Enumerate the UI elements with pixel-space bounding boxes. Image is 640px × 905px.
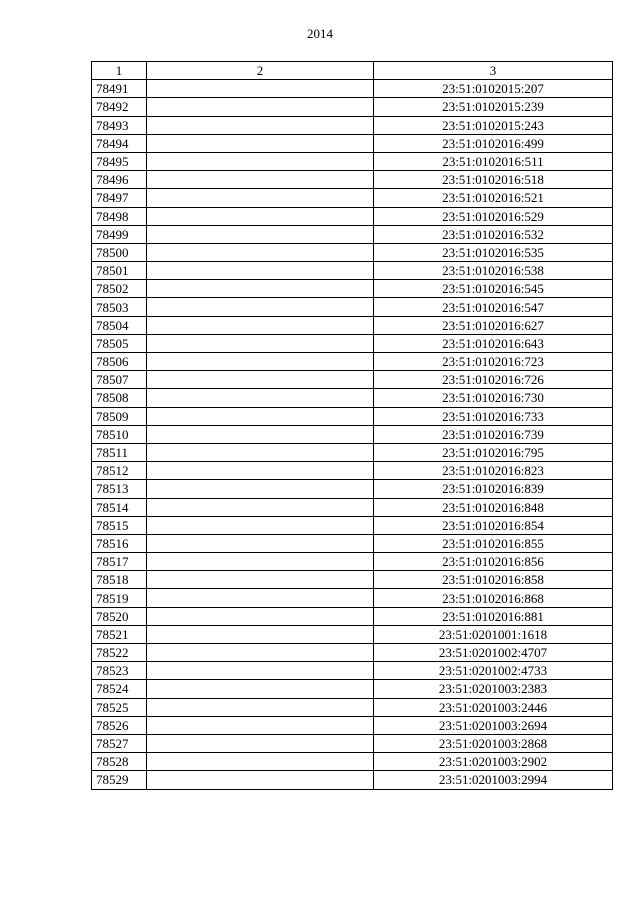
- row-number-cell: 78525: [92, 698, 147, 716]
- table-row: [92, 389, 613, 407]
- row-cadastral-number-cell: 23:51:0201002:4733: [374, 662, 613, 680]
- table-row: [92, 425, 613, 443]
- registry-table: [91, 61, 613, 790]
- row-number-cell: 78500: [92, 243, 147, 261]
- row-number-cell: 78505: [92, 334, 147, 352]
- row-name-cell: [147, 298, 374, 316]
- row-name-cell: [147, 189, 374, 207]
- row-cadastral-number-cell: 23:51:0102016:545: [374, 280, 613, 298]
- row-number-cell: 78503: [92, 298, 147, 316]
- row-name-cell: [147, 753, 374, 771]
- row-name-cell: [147, 644, 374, 662]
- row-cadastral-number-cell: 23:51:0102016:839: [374, 480, 613, 498]
- row-number-cell: 78491: [92, 80, 147, 98]
- row-name-cell: [147, 680, 374, 698]
- table-row: [92, 152, 613, 170]
- row-cadastral-number-cell: 23:51:0102015:207: [374, 80, 613, 98]
- table-row: [92, 262, 613, 280]
- table-row: [92, 698, 613, 716]
- table-row: [92, 516, 613, 534]
- table-row: [92, 571, 613, 589]
- row-name-cell: [147, 516, 374, 534]
- row-cadastral-number-cell: 23:51:0102016:858: [374, 571, 613, 589]
- row-number-cell: 78514: [92, 498, 147, 516]
- row-cadastral-number-cell: 23:51:0102016:733: [374, 407, 613, 425]
- row-number-cell: 78499: [92, 225, 147, 243]
- row-name-cell: [147, 207, 374, 225]
- table-row: [92, 589, 613, 607]
- table-row: [92, 443, 613, 461]
- row-number-cell: 78492: [92, 98, 147, 116]
- row-name-cell: [147, 371, 374, 389]
- row-number-cell: 78495: [92, 152, 147, 170]
- row-cadastral-number-cell: 23:51:0102016:881: [374, 607, 613, 625]
- row-cadastral-number-cell: 23:51:0102016:532: [374, 225, 613, 243]
- row-number-cell: 78527: [92, 734, 147, 752]
- row-name-cell: [147, 462, 374, 480]
- row-name-cell: [147, 225, 374, 243]
- row-name-cell: [147, 280, 374, 298]
- row-cadastral-number-cell: 23:51:0102016:868: [374, 589, 613, 607]
- row-number-cell: 78521: [92, 625, 147, 643]
- table-row: [92, 553, 613, 571]
- row-number-cell: 78528: [92, 753, 147, 771]
- row-cadastral-number-cell: 23:51:0102016:538: [374, 262, 613, 280]
- row-name-cell: [147, 389, 374, 407]
- table-row: [92, 662, 613, 680]
- header-col-2: 2: [147, 62, 374, 80]
- row-number-cell: 78529: [92, 771, 147, 789]
- table-row: [92, 189, 613, 207]
- row-cadastral-number-cell: 23:51:0102016:856: [374, 553, 613, 571]
- row-cadastral-number-cell: 23:51:0102016:643: [374, 334, 613, 352]
- row-cadastral-number-cell: 23:51:0201003:2902: [374, 753, 613, 771]
- table-row: [92, 462, 613, 480]
- row-name-cell: [147, 98, 374, 116]
- row-cadastral-number-cell: 23:51:0201003:2994: [374, 771, 613, 789]
- table-row: [92, 353, 613, 371]
- row-name-cell: [147, 607, 374, 625]
- row-name-cell: [147, 443, 374, 461]
- row-number-cell: 78522: [92, 644, 147, 662]
- header-col-3: 3: [374, 62, 613, 80]
- row-name-cell: [147, 734, 374, 752]
- row-name-cell: [147, 534, 374, 552]
- row-cadastral-number-cell: 23:51:0102016:823: [374, 462, 613, 480]
- row-cadastral-number-cell: 23:51:0102016:521: [374, 189, 613, 207]
- table-row: [92, 625, 613, 643]
- row-name-cell: [147, 625, 374, 643]
- table-row: [92, 680, 613, 698]
- row-number-cell: 78518: [92, 571, 147, 589]
- row-number-cell: 78526: [92, 716, 147, 734]
- row-number-cell: 78513: [92, 480, 147, 498]
- table-row: [92, 98, 613, 116]
- row-number-cell: 78524: [92, 680, 147, 698]
- row-number-cell: 78515: [92, 516, 147, 534]
- row-number-cell: 78507: [92, 371, 147, 389]
- row-cadastral-number-cell: 23:51:0102016:795: [374, 443, 613, 461]
- row-cadastral-number-cell: 23:51:0102016:855: [374, 534, 613, 552]
- row-name-cell: [147, 116, 374, 134]
- row-name-cell: [147, 553, 374, 571]
- row-cadastral-number-cell: 23:51:0201003:2694: [374, 716, 613, 734]
- row-name-cell: [147, 662, 374, 680]
- row-cadastral-number-cell: 23:51:0102016:854: [374, 516, 613, 534]
- table-row: [92, 607, 613, 625]
- row-number-cell: 78502: [92, 280, 147, 298]
- row-cadastral-number-cell: 23:51:0102016:627: [374, 316, 613, 334]
- row-number-cell: 78493: [92, 116, 147, 134]
- row-number-cell: 78523: [92, 662, 147, 680]
- table-row: [92, 498, 613, 516]
- table-row: [92, 644, 613, 662]
- row-number-cell: 78497: [92, 189, 147, 207]
- table-row: [92, 116, 613, 134]
- row-number-cell: 78512: [92, 462, 147, 480]
- header-col-1: 1: [92, 62, 147, 80]
- row-cadastral-number-cell: 23:51:0102016:511: [374, 152, 613, 170]
- table-row: [92, 80, 613, 98]
- table-row: [92, 534, 613, 552]
- row-number-cell: 78517: [92, 553, 147, 571]
- table-row: [92, 480, 613, 498]
- row-number-cell: 78519: [92, 589, 147, 607]
- row-name-cell: [147, 243, 374, 261]
- table-row: [92, 243, 613, 261]
- row-name-cell: [147, 334, 374, 352]
- row-name-cell: [147, 262, 374, 280]
- row-name-cell: [147, 771, 374, 789]
- row-cadastral-number-cell: 23:51:0102015:239: [374, 98, 613, 116]
- row-number-cell: 78509: [92, 407, 147, 425]
- row-cadastral-number-cell: 23:51:0102016:547: [374, 298, 613, 316]
- row-cadastral-number-cell: 23:51:0201003:2383: [374, 680, 613, 698]
- row-name-cell: [147, 571, 374, 589]
- table-header: [92, 62, 613, 80]
- row-cadastral-number-cell: 23:51:0102016:730: [374, 389, 613, 407]
- row-name-cell: [147, 498, 374, 516]
- row-number-cell: 78511: [92, 443, 147, 461]
- table-row: [92, 753, 613, 771]
- table-row: [92, 225, 613, 243]
- table-row: [92, 171, 613, 189]
- row-name-cell: [147, 480, 374, 498]
- table-row: [92, 316, 613, 334]
- row-cadastral-number-cell: 23:51:0102016:739: [374, 425, 613, 443]
- row-name-cell: [147, 698, 374, 716]
- row-number-cell: 78498: [92, 207, 147, 225]
- row-name-cell: [147, 425, 374, 443]
- table-row: [92, 734, 613, 752]
- row-number-cell: 78516: [92, 534, 147, 552]
- row-name-cell: [147, 80, 374, 98]
- table-row: [92, 407, 613, 425]
- table-row: [92, 280, 613, 298]
- row-cadastral-number-cell: 23:51:0102016:723: [374, 353, 613, 371]
- page-number: 2014: [307, 26, 333, 41]
- row-name-cell: [147, 589, 374, 607]
- row-cadastral-number-cell: 23:51:0102016:848: [374, 498, 613, 516]
- table-row: [92, 207, 613, 225]
- table-row: [92, 371, 613, 389]
- row-name-cell: [147, 316, 374, 334]
- table-row: [92, 771, 613, 789]
- row-number-cell: 78506: [92, 353, 147, 371]
- row-number-cell: 78508: [92, 389, 147, 407]
- row-cadastral-number-cell: 23:51:0102016:726: [374, 371, 613, 389]
- table-row: [92, 134, 613, 152]
- row-cadastral-number-cell: 23:51:0102016:518: [374, 171, 613, 189]
- row-number-cell: 78496: [92, 171, 147, 189]
- row-name-cell: [147, 716, 374, 734]
- row-name-cell: [147, 134, 374, 152]
- table-body: [92, 80, 613, 789]
- table-row: [92, 334, 613, 352]
- row-cadastral-number-cell: 23:51:0102016:529: [374, 207, 613, 225]
- row-number-cell: 78510: [92, 425, 147, 443]
- row-name-cell: [147, 407, 374, 425]
- row-cadastral-number-cell: 23:51:0102016:535: [374, 243, 613, 261]
- row-name-cell: [147, 353, 374, 371]
- row-cadastral-number-cell: 23:51:0201001:1618: [374, 625, 613, 643]
- row-cadastral-number-cell: 23:51:0201003:2868: [374, 734, 613, 752]
- row-cadastral-number-cell: 23:51:0102016:499: [374, 134, 613, 152]
- row-number-cell: 78494: [92, 134, 147, 152]
- row-name-cell: [147, 152, 374, 170]
- row-number-cell: 78520: [92, 607, 147, 625]
- table-row: [92, 716, 613, 734]
- row-name-cell: [147, 171, 374, 189]
- table-row: [92, 298, 613, 316]
- row-number-cell: 78501: [92, 262, 147, 280]
- row-cadastral-number-cell: 23:51:0102015:243: [374, 116, 613, 134]
- header-row: [92, 62, 613, 80]
- row-cadastral-number-cell: 23:51:0201002:4707: [374, 644, 613, 662]
- row-number-cell: 78504: [92, 316, 147, 334]
- row-cadastral-number-cell: 23:51:0201003:2446: [374, 698, 613, 716]
